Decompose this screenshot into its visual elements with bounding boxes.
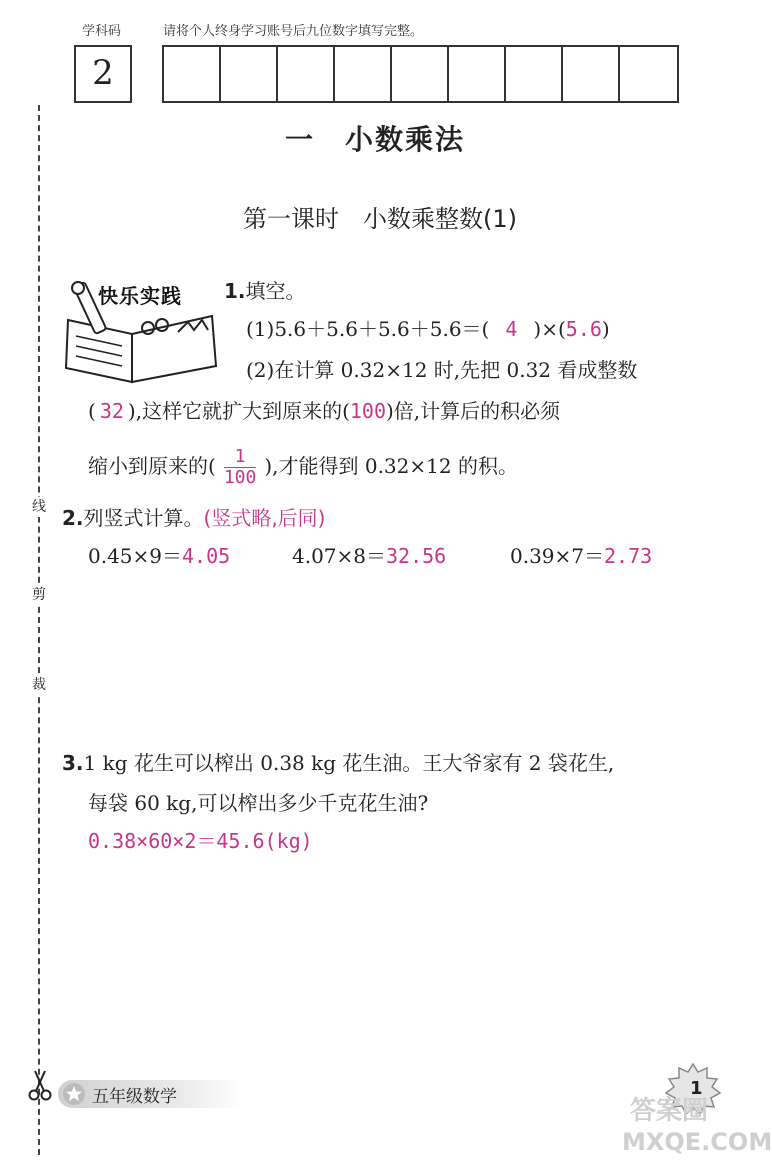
calc-expression: 4.07×8＝ xyxy=(292,544,387,568)
text-segment: ( xyxy=(88,399,96,423)
account-digit-box[interactable] xyxy=(506,47,563,101)
question-1-part-2-line-2 xyxy=(88,396,560,426)
practice-badge: 快乐实践 xyxy=(98,284,182,308)
question-number: 1. xyxy=(224,279,246,303)
calc-expression: 0.45×9＝ xyxy=(88,544,183,568)
answer-note: (竖式略,后同) xyxy=(203,506,326,530)
cut-line-char: 剪 xyxy=(29,585,49,605)
text-segment: )×( xyxy=(533,317,566,341)
answer-blank: 5.6 xyxy=(565,317,602,341)
question-number: 2. xyxy=(62,506,84,530)
text-segment: ) xyxy=(601,317,610,341)
question-2-header xyxy=(62,503,325,533)
book-title: 五年级数学 xyxy=(92,1087,177,1107)
fraction-numerator: 1 xyxy=(234,446,246,467)
calc-answer: 32.56 xyxy=(386,544,447,568)
text-segment: (1)5.6＋5.6＋5.6＋5.6＝( xyxy=(246,317,490,341)
unit-title: 一 小数乘法 xyxy=(284,123,465,156)
account-digit-box[interactable] xyxy=(620,47,677,101)
account-number-boxes[interactable] xyxy=(162,45,679,103)
question-number: 3. xyxy=(62,751,84,775)
question-text: 1 kg 花生可以榨出 0.38 kg 花生油。王大爷家有 2 袋花生, xyxy=(83,751,615,775)
account-digit-box[interactable] xyxy=(449,47,506,101)
text-segment: 缩小到原来的( xyxy=(88,454,216,478)
calc-answer: 2.73 xyxy=(604,544,653,568)
account-digit-box[interactable] xyxy=(563,47,620,101)
account-digit-box[interactable] xyxy=(221,47,278,101)
subject-code-box: 2 xyxy=(74,45,132,103)
account-digit-box[interactable] xyxy=(392,47,449,101)
fraction-denominator: 100 xyxy=(223,467,257,488)
answer-blank: 32 xyxy=(99,399,124,423)
account-digit-box[interactable] xyxy=(335,47,392,101)
text-segment: ),这样它就扩大到原来的( xyxy=(127,399,350,423)
page-number: 1 xyxy=(690,1078,703,1099)
cut-line-char: 裁 xyxy=(29,675,49,695)
question-1-part-2-line-3 xyxy=(88,444,518,488)
account-digit-box[interactable] xyxy=(164,47,221,101)
subject-code-label: 学科码 xyxy=(82,24,122,39)
cut-line xyxy=(38,105,40,1155)
question-prompt: 填空。 xyxy=(245,279,306,303)
calc-expression: 0.39×7＝ xyxy=(510,544,605,568)
question-1-part-1 xyxy=(246,314,610,344)
question-1-part-2-line-1: (2)在计算 0.32×12 时,先把 0.32 看成整数 xyxy=(246,358,638,382)
question-3-answer: 0.38×60×2＝45.6(kg) xyxy=(88,829,313,853)
fraction-answer xyxy=(216,447,265,488)
question-3-line-1 xyxy=(62,748,614,778)
scissors-icon xyxy=(28,1068,52,1102)
answer-blank: 100 xyxy=(349,399,386,423)
cut-line-char: 线 xyxy=(29,497,49,517)
question-1-header xyxy=(224,276,306,306)
account-digit-box[interactable] xyxy=(278,47,335,101)
text-segment: ),才能得到 0.32×12 的积。 xyxy=(264,454,518,478)
calc-item xyxy=(88,541,230,571)
question-prompt: 列竖式计算。 xyxy=(83,506,204,530)
calc-answer: 4.05 xyxy=(182,544,231,568)
calc-item xyxy=(292,541,446,571)
star-icon xyxy=(62,1082,86,1106)
lesson-title: 第一课时 小数乘整数(1) xyxy=(243,205,517,233)
account-instruction: 请将个人终身学习账号后九位数字填写完整。 xyxy=(163,24,424,39)
question-3-line-2: 每袋 60 kg,可以榨出多少千克花生油? xyxy=(88,791,429,815)
text-segment: )倍,计算后的积必须 xyxy=(386,399,561,423)
watermark-logo: 答案圈 xyxy=(630,1096,709,1126)
watermark-url: MXQE.COM xyxy=(622,1128,772,1156)
answer-blank: 4 xyxy=(505,317,518,341)
calc-item xyxy=(510,541,652,571)
